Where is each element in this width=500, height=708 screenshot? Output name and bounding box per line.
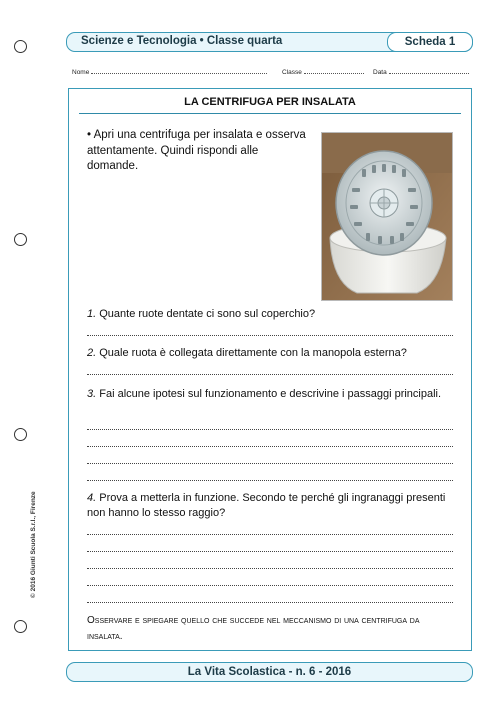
- question-1-text: Quante ruote dentate ci sono sul coperchio?: [99, 308, 316, 320]
- salad-spinner-photo: [321, 132, 453, 301]
- question-3: [87, 387, 459, 402]
- nome-field[interactable]: [72, 68, 267, 76]
- answer-line[interactable]: [87, 584, 453, 586]
- binder-hole-top: [14, 40, 27, 53]
- question-4-text: Prova a metterla in funzione. Secondo te perché gli ingranaggi presenti non hanno lo stesso raggio?: [87, 492, 446, 519]
- answer-line[interactable]: [87, 445, 453, 447]
- header-title: Scienze e Tecnologia • Classe quarta: [81, 35, 283, 47]
- nome-label: Nome: [72, 69, 90, 76]
- closing-instruction: Osservare e spiegare quello che succede nel meccanismo di una centrifuga da insalata.: [87, 615, 420, 642]
- scheda-badge: Scheda 1: [387, 32, 473, 52]
- question-3-number: 3.: [87, 388, 97, 400]
- answer-line[interactable]: [87, 550, 453, 552]
- worksheet-title: LA CENTRIFUGA PER INSALATA: [184, 96, 356, 108]
- binder-hole-bottom: [14, 620, 27, 633]
- copyright-note: © 2016 Giunti Scuola S.r.l., Firenze: [30, 491, 37, 598]
- header-bar: [66, 32, 473, 52]
- question-2: [87, 346, 459, 361]
- binder-hole-upper-middle: [14, 233, 27, 246]
- intro-text: • Apri una centrifuga per insalata e osserva attentamente. Quindi rispondi alle domande.: [87, 129, 306, 172]
- answer-line[interactable]: [87, 373, 453, 375]
- classe-label: Classe: [282, 69, 302, 76]
- answer-line[interactable]: [87, 462, 453, 464]
- classe-field[interactable]: [282, 68, 364, 76]
- question-2-text: Quale ruota è collegata direttamente con la manopola esterna?: [99, 347, 407, 359]
- worksheet-frame: [68, 88, 472, 651]
- footer-bar: La Vita Scolastica - n. 6 - 2016: [66, 662, 473, 682]
- answer-line[interactable]: [87, 428, 453, 430]
- question-2-number: 2.: [87, 347, 97, 359]
- answer-line[interactable]: [87, 334, 453, 336]
- binder-hole-lower-middle: [14, 428, 27, 441]
- question-1-number: 1.: [87, 308, 97, 320]
- data-label: Data: [373, 69, 387, 76]
- question-1: [87, 307, 459, 322]
- question-3-text: Fai alcune ipotesi sul funzionamento e descrivine i passaggi principali.: [99, 388, 442, 400]
- question-4-number: 4.: [87, 492, 97, 504]
- answer-line[interactable]: [87, 601, 453, 603]
- title-underline: [79, 113, 461, 114]
- answer-line[interactable]: [87, 567, 453, 569]
- question-4: [87, 491, 459, 521]
- answer-line[interactable]: [87, 479, 453, 481]
- answer-line[interactable]: [87, 533, 453, 535]
- data-field[interactable]: [373, 68, 469, 76]
